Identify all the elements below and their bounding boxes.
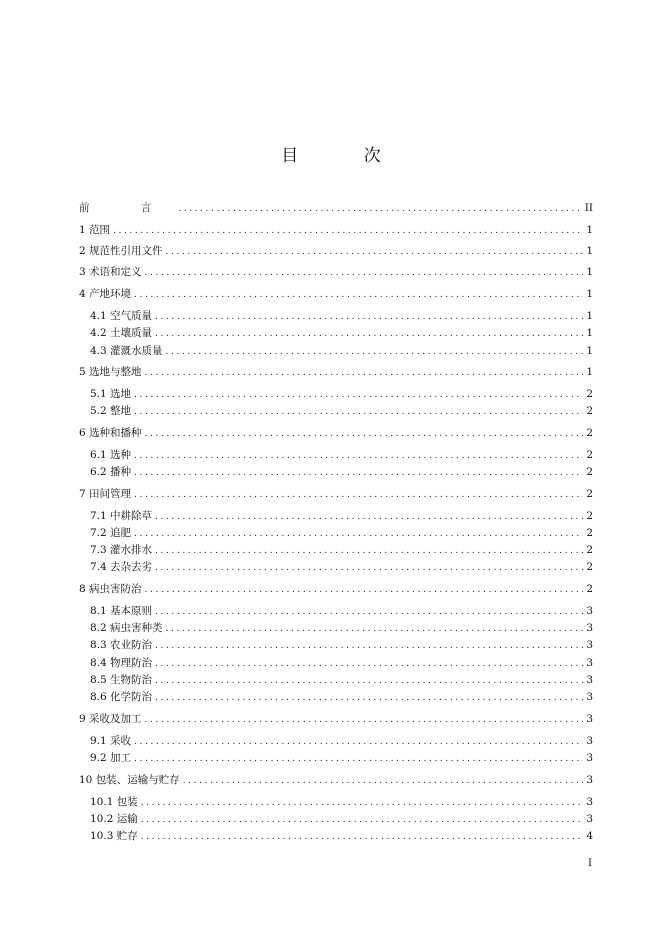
toc-entry[interactable]: [90, 621, 593, 635]
toc-entry-label: 6.1 选种: [90, 449, 132, 461]
toc-dot-leader: [134, 449, 583, 463]
toc-entry-label: 4.1 空气质量: [90, 310, 153, 322]
toc-dot-leader: [155, 639, 583, 653]
toc-entry-page: 2: [586, 488, 593, 500]
toc-entry-label: 9.1 采收: [90, 735, 132, 747]
toc-dot-leader: [183, 774, 584, 788]
toc-dot-leader: [155, 605, 583, 619]
toc-entry-page: 3: [586, 752, 593, 764]
toc-entry-label: 8.3 农业防治: [90, 639, 153, 651]
toc-entry-label: 2 规范性引用文件: [79, 245, 163, 257]
page-number: I: [588, 858, 592, 869]
toc-entry-label: 10.3 贮存: [90, 830, 138, 842]
toc-entry-page: 3: [586, 796, 593, 808]
toc-entry-label: 1 范围: [79, 224, 111, 236]
toc-dot-leader: [145, 427, 584, 441]
toc-dot-leader: [134, 388, 583, 402]
toc-dot-leader: [155, 657, 583, 671]
toc-entry-page: 3: [586, 639, 593, 651]
toc-dot-leader: [134, 288, 583, 302]
toc-entry-label: 8.2 病虫害种类: [90, 622, 163, 634]
toc-entry[interactable]: [90, 309, 593, 323]
toc-entry[interactable]: [79, 365, 593, 379]
toc-entry[interactable]: [90, 829, 593, 843]
toc-entry-page: 2: [586, 544, 593, 556]
toc-entry-page: 3: [586, 622, 593, 634]
toc-entry[interactable]: [79, 712, 593, 726]
toc-dot-leader: [155, 327, 583, 341]
toc-entry-label: 8.6 化学防治: [90, 691, 153, 703]
toc-entry-page: 1: [586, 366, 593, 378]
toc-entry[interactable]: [79, 487, 593, 501]
toc-dot-leader: [155, 674, 583, 688]
toc-dot-leader: [141, 830, 584, 844]
toc-entry-page: 2: [586, 427, 593, 439]
toc-entry-page: 3: [586, 674, 593, 686]
toc-entry-page: 3: [586, 713, 593, 725]
toc-entry-page: 1: [586, 224, 593, 236]
toc-entry-page: 3: [586, 691, 593, 703]
toc-entry-label: 5.2 整地: [90, 405, 132, 417]
toc-entry-label: 10.1 包装: [90, 796, 138, 808]
toc-entry[interactable]: [90, 673, 593, 687]
toc-entry-label: 8.1 基本原则: [90, 605, 153, 617]
toc-entry[interactable]: [79, 582, 593, 596]
toc-entry-page: 2: [586, 561, 593, 573]
toc-entry[interactable]: [79, 223, 593, 237]
toc-entry[interactable]: [90, 387, 593, 401]
toc-entry-page: 1: [586, 288, 593, 300]
toc-entry[interactable]: [79, 244, 593, 258]
toc-entry-label: 前 言: [79, 202, 176, 214]
toc-entry-label: 3 术语和定义: [79, 266, 142, 278]
toc-entry[interactable]: [90, 812, 593, 826]
toc-entry-page: 4: [586, 830, 593, 842]
toc-entry[interactable]: [79, 426, 593, 440]
toc-entry[interactable]: [90, 690, 593, 704]
toc-entry[interactable]: [90, 543, 593, 557]
toc-dot-leader: [166, 345, 584, 359]
toc-entry-page: 2: [586, 466, 593, 478]
toc-dot-leader: [145, 366, 584, 380]
page-title: 目 次: [281, 146, 411, 166]
toc-dot-leader: [113, 224, 583, 238]
toc-entry[interactable]: [90, 509, 593, 523]
toc-entry-label: 4.2 土壤质量: [90, 327, 153, 339]
toc-entry-page: 3: [586, 774, 593, 786]
toc-entry-page: 1: [586, 266, 593, 278]
toc-entry-label: 6 选种和播种: [79, 427, 142, 439]
toc-entry[interactable]: [90, 404, 593, 418]
toc-entry[interactable]: [79, 773, 593, 787]
toc-entry-label: 10 包装、运输与贮存: [79, 774, 180, 786]
toc-entry-label: 4.3 灌溉水质量: [90, 345, 163, 357]
toc-entry-label: 6.2 播种: [90, 466, 132, 478]
toc-dot-leader: [178, 202, 581, 216]
toc-dot-leader: [134, 527, 583, 541]
toc-dot-leader: [166, 245, 584, 259]
toc-dot-leader: [155, 310, 583, 324]
toc-entry-label: 8 病虫害防治: [79, 583, 142, 595]
toc-entry-page: 2: [586, 388, 593, 400]
toc-entry[interactable]: [79, 287, 593, 301]
toc-entry-label: 5 选地与整地: [79, 366, 142, 378]
toc-entry-label: 7 田间管理: [79, 488, 132, 500]
toc-dot-leader: [141, 796, 584, 810]
toc-entry[interactable]: [79, 201, 593, 215]
toc-dot-leader: [145, 583, 584, 597]
toc-dot-leader: [155, 544, 583, 558]
toc-entry-label: 7.4 去杂去劣: [90, 561, 153, 573]
toc-entry-page: II: [584, 202, 593, 214]
toc-entry[interactable]: [90, 751, 593, 765]
toc-entry-page: 2: [586, 405, 593, 417]
toc-entry[interactable]: [90, 326, 593, 340]
toc-entry-label: 10.2 运输: [90, 813, 138, 825]
toc-entry[interactable]: [90, 638, 593, 652]
toc-dot-leader: [134, 735, 583, 749]
toc-entry[interactable]: [90, 448, 593, 462]
toc-entry-page: 3: [586, 735, 593, 747]
toc-entry-page: 2: [586, 449, 593, 461]
toc-entry-page: 2: [586, 527, 593, 539]
toc-entry-label: 7.2 追肥: [90, 527, 132, 539]
toc-entry-page: 1: [586, 245, 593, 257]
toc-dot-leader: [145, 266, 584, 280]
toc-entry-page: 2: [586, 510, 593, 522]
toc-dot-leader: [155, 691, 583, 705]
toc-dot-leader: [134, 405, 583, 419]
toc-entry[interactable]: [90, 795, 593, 809]
toc-entry-page: 1: [586, 345, 593, 357]
toc-entry[interactable]: [90, 734, 593, 748]
toc-dot-leader: [155, 561, 583, 575]
toc-entry-label: 5.1 选地: [90, 388, 132, 400]
toc-entry-page: 2: [586, 583, 593, 595]
toc-entry-page: 3: [586, 813, 593, 825]
toc-entry[interactable]: [90, 604, 593, 618]
toc-dot-leader: [134, 752, 583, 766]
toc-entry-page: 3: [586, 605, 593, 617]
toc-entry-label: 9 采收及加工: [79, 713, 142, 725]
toc-entry[interactable]: [90, 344, 593, 358]
toc-entry-label: 9.2 加工: [90, 752, 132, 764]
toc-dot-leader: [134, 466, 583, 480]
toc-dot-leader: [166, 622, 584, 636]
toc-entry-page: 1: [586, 327, 593, 339]
toc-entry[interactable]: [90, 560, 593, 574]
toc-entry-page: 1: [586, 310, 593, 322]
toc-entry[interactable]: [79, 265, 593, 279]
toc-entry[interactable]: [90, 526, 593, 540]
toc-dot-leader: [134, 488, 583, 502]
toc-entry-page: 3: [586, 657, 593, 669]
toc-entry-label: 7.3 灌水排水: [90, 544, 153, 556]
toc-entry-label: 4 产地环境: [79, 288, 132, 300]
toc-entry[interactable]: [90, 656, 593, 670]
toc-entry[interactable]: [90, 465, 593, 479]
toc-entry-label: 7.1 中耕除草: [90, 510, 153, 522]
toc-dot-leader: [155, 510, 583, 524]
toc-entry-label: 8.4 物理防治: [90, 657, 153, 669]
toc-dot-leader: [141, 813, 584, 827]
toc-dot-leader: [145, 713, 584, 727]
toc-entry-label: 8.5 生物防治: [90, 674, 153, 686]
